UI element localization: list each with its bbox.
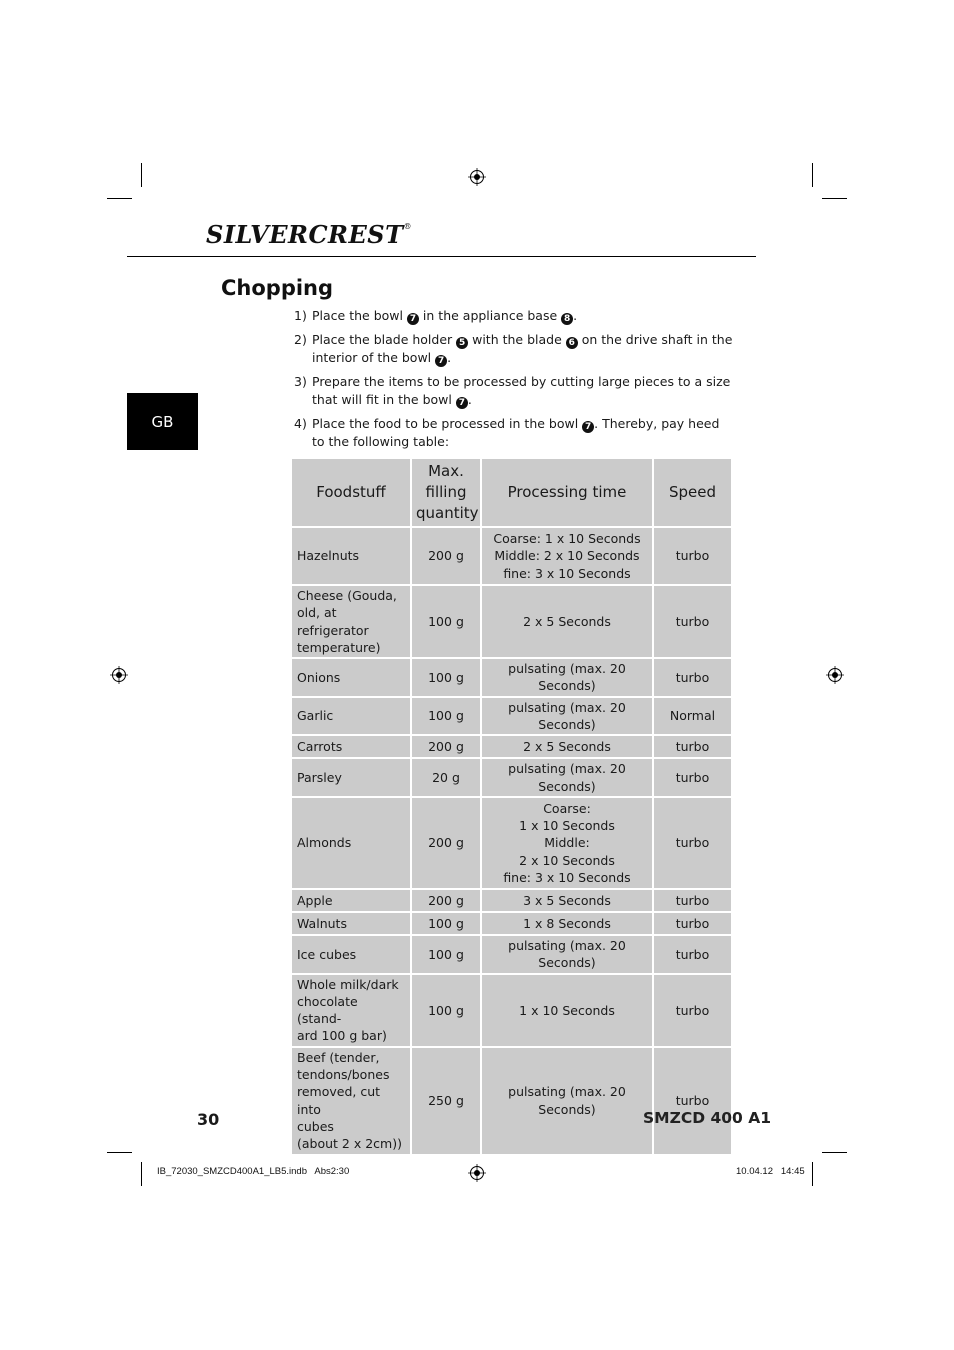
cell-text: Parsley (297, 770, 342, 786)
cell-processing-time (481, 912, 653, 935)
cell-text: Coarse: 1 x 10 Seconds (493, 531, 641, 547)
step-text: . (447, 350, 452, 365)
cell-text: 2 x 5 Seconds (523, 739, 611, 755)
cell-speed: turbo (653, 758, 732, 797)
cell-text: Cheese (Gouda, (297, 588, 397, 603)
cell-text: pulsating (max. 20 Seconds) (508, 761, 626, 794)
step-item (294, 373, 734, 409)
crop-mark (107, 1152, 132, 1153)
cell-processing-time (481, 797, 653, 889)
cell-speed: Normal (653, 697, 732, 736)
cell-quantity: 100 g (411, 935, 481, 974)
cell-quantity: 100 g (411, 658, 481, 697)
part-reference-icon: 7 (582, 421, 594, 433)
cell-speed: turbo (653, 935, 732, 974)
header-processing-time: Processing time (481, 458, 653, 527)
cell-processing-time (481, 1047, 653, 1155)
step-number: 3) (294, 374, 307, 389)
cell-quantity: 20 g (411, 758, 481, 797)
cell-text: 1 x 10 Seconds (519, 818, 615, 834)
cell-foodstuff (291, 527, 411, 585)
table-row (291, 735, 732, 758)
cell-speed: turbo (653, 585, 732, 658)
step-text: . (467, 391, 472, 407)
cell-text: 1 x 8 Seconds (523, 915, 611, 931)
cell-foodstuff (291, 658, 411, 697)
cell-text: Onions (297, 669, 341, 685)
step-item (294, 307, 734, 325)
cell-foodstuff (291, 974, 411, 1047)
cell-speed: turbo (653, 797, 732, 889)
part-reference-icon: 8 (561, 313, 573, 325)
step-number: 4) (294, 415, 307, 431)
cell-speed: turbo (653, 527, 732, 585)
header-rule (127, 256, 756, 257)
cell-text: Garlic (297, 708, 334, 724)
part-reference-icon: 7 (407, 313, 419, 325)
step-text: Place the blade holder (312, 332, 457, 347)
cell-processing-time (481, 697, 653, 736)
registration-mark-icon (826, 666, 844, 684)
part-reference-icon: 7 (435, 355, 447, 367)
instruction-steps (294, 307, 734, 456)
cell-text: Hazelnuts (297, 548, 360, 564)
cell-text: Beef (tender, (297, 1049, 380, 1065)
cell-processing-time (481, 527, 653, 585)
cell-quantity: 100 g (411, 697, 481, 736)
step-text: . (573, 308, 578, 323)
cell-text: old, at refrigerator (297, 605, 369, 638)
cell-quantity: 250 g (411, 1047, 481, 1155)
cell-speed: turbo (653, 974, 732, 1047)
step-text: Prepare the items to be processed by cutting large pieces to a size that will fit in the bowl (312, 374, 731, 407)
cell-text: Whole milk/dark (297, 976, 399, 992)
step-number: 1) (294, 308, 307, 323)
cell-text: pulsating (max. 20 Seconds) (508, 699, 626, 733)
language-tab: GB (127, 393, 198, 450)
cell-quantity: 200 g (411, 735, 481, 758)
step-item (294, 331, 734, 367)
cell-text: fine: 3 x 10 Seconds (503, 869, 631, 885)
step-text: . Thereby, pay heed to the following table: (312, 415, 720, 449)
chopping-table (290, 457, 733, 1156)
cell-processing-time (481, 735, 653, 758)
cell-text: 1 x 10 Seconds (519, 1002, 615, 1018)
step-text: Place the food to be processed in the bowl (312, 415, 583, 431)
table-row (291, 758, 732, 797)
table-row (291, 585, 732, 658)
cell-foodstuff (291, 735, 411, 758)
cell-processing-time (481, 658, 653, 697)
cell-processing-time (481, 758, 653, 797)
table-row (291, 889, 732, 912)
cell-foodstuff (291, 935, 411, 974)
cell-text: fine: 3 x 10 Seconds (503, 565, 631, 581)
cell-speed: turbo (653, 912, 732, 935)
cell-processing-time (481, 935, 653, 974)
step-item (294, 415, 734, 451)
table-header-row (291, 458, 732, 527)
cell-foodstuff (291, 697, 411, 736)
step-text: in the appliance base (418, 308, 562, 323)
cell-text: (about 2 x 2cm)) (297, 1136, 402, 1152)
cell-text: Middle: 2 x 10 Seconds (494, 548, 640, 564)
table-row (291, 658, 732, 697)
cell-quantity: 200 g (411, 889, 481, 912)
cell-foodstuff (291, 797, 411, 889)
registration-mark-icon (468, 168, 486, 186)
cell-processing-time (481, 585, 653, 658)
part-reference-icon: 7 (456, 397, 468, 409)
cell-text: cubes (297, 1118, 334, 1134)
cell-foodstuff (291, 1047, 411, 1155)
crop-mark (812, 163, 813, 187)
cell-foodstuff (291, 585, 411, 658)
registration-mark-icon (110, 666, 128, 684)
crop-mark (107, 198, 132, 199)
cell-foodstuff (291, 912, 411, 935)
header-foodstuff: Foodstuff (291, 458, 411, 527)
cell-text: 2 x 5 Seconds (523, 613, 611, 629)
cell-text: Coarse: (543, 800, 591, 816)
slug-file-info: IB_72030_SMZCD400A1_LB5.indb Abs2:30 (157, 1166, 350, 1177)
step-text: Place the bowl (312, 308, 407, 323)
table-row (291, 912, 732, 935)
cell-quantity: 100 g (411, 912, 481, 935)
crop-mark (141, 1162, 142, 1186)
cell-text: pulsating (max. 20 Seconds) (508, 1084, 626, 1117)
cell-quantity: 100 g (411, 585, 481, 658)
cell-quantity: 200 g (411, 527, 481, 585)
header-max-quantity: Max. filling quantity (411, 458, 481, 527)
cell-speed: turbo (653, 735, 732, 758)
step-text: on the drive shaft in the interior of the bowl (312, 332, 733, 365)
cell-text: tendons/bones (297, 1067, 390, 1083)
cell-speed: turbo (653, 889, 732, 912)
table-row (291, 697, 732, 736)
cell-text: 2 x 10 Seconds (519, 852, 615, 868)
cell-text: Ice cubes (297, 946, 357, 962)
registration-mark-icon (468, 1164, 486, 1182)
table-row (291, 797, 732, 889)
cell-foodstuff (291, 758, 411, 797)
cell-quantity: 200 g (411, 797, 481, 889)
table-row (291, 935, 732, 974)
cell-text: removed, cut into (297, 1084, 381, 1117)
crop-mark (822, 198, 847, 199)
cell-text: Walnuts (297, 915, 347, 931)
cell-processing-time (481, 889, 653, 912)
cell-quantity: 100 g (411, 974, 481, 1047)
cell-text: pulsating (max. 20 Seconds) (508, 937, 626, 971)
cell-text: temperature) (297, 639, 381, 655)
table-row (291, 527, 732, 585)
crop-mark (822, 1152, 847, 1153)
table-row (291, 974, 732, 1047)
cell-foodstuff (291, 889, 411, 912)
cell-text: Middle: (544, 835, 590, 851)
header-speed: Speed (653, 458, 732, 527)
cell-text: Almonds (297, 835, 352, 851)
table-row (291, 1047, 732, 1155)
cell-speed: turbo (653, 1047, 732, 1155)
step-number: 2) (294, 332, 307, 347)
cell-processing-time (481, 974, 653, 1047)
slug-date: 10.04.12 14:45 (736, 1166, 805, 1177)
section-title: Chopping (221, 276, 334, 300)
crop-mark (141, 163, 142, 187)
crop-mark (812, 1162, 813, 1186)
cell-speed: turbo (653, 658, 732, 697)
part-reference-icon: 6 (566, 337, 578, 349)
cell-text: Carrots (297, 739, 343, 755)
silvercrest-logo: SILVERCREST® (206, 220, 412, 249)
page-number: 30 (197, 1110, 220, 1129)
cell-text: pulsating (max. 20 Seconds) (508, 661, 626, 694)
step-text: with the blade (468, 332, 566, 347)
cell-text: Apple (297, 892, 333, 908)
part-reference-icon: 5 (456, 337, 468, 349)
cell-text: 3 x 5 Seconds (523, 892, 611, 908)
model-number: SMZCD 400 A1 (643, 1109, 771, 1127)
cell-text: ard 100 g bar) (297, 1028, 387, 1044)
cell-text: chocolate (stand- (297, 993, 358, 1027)
